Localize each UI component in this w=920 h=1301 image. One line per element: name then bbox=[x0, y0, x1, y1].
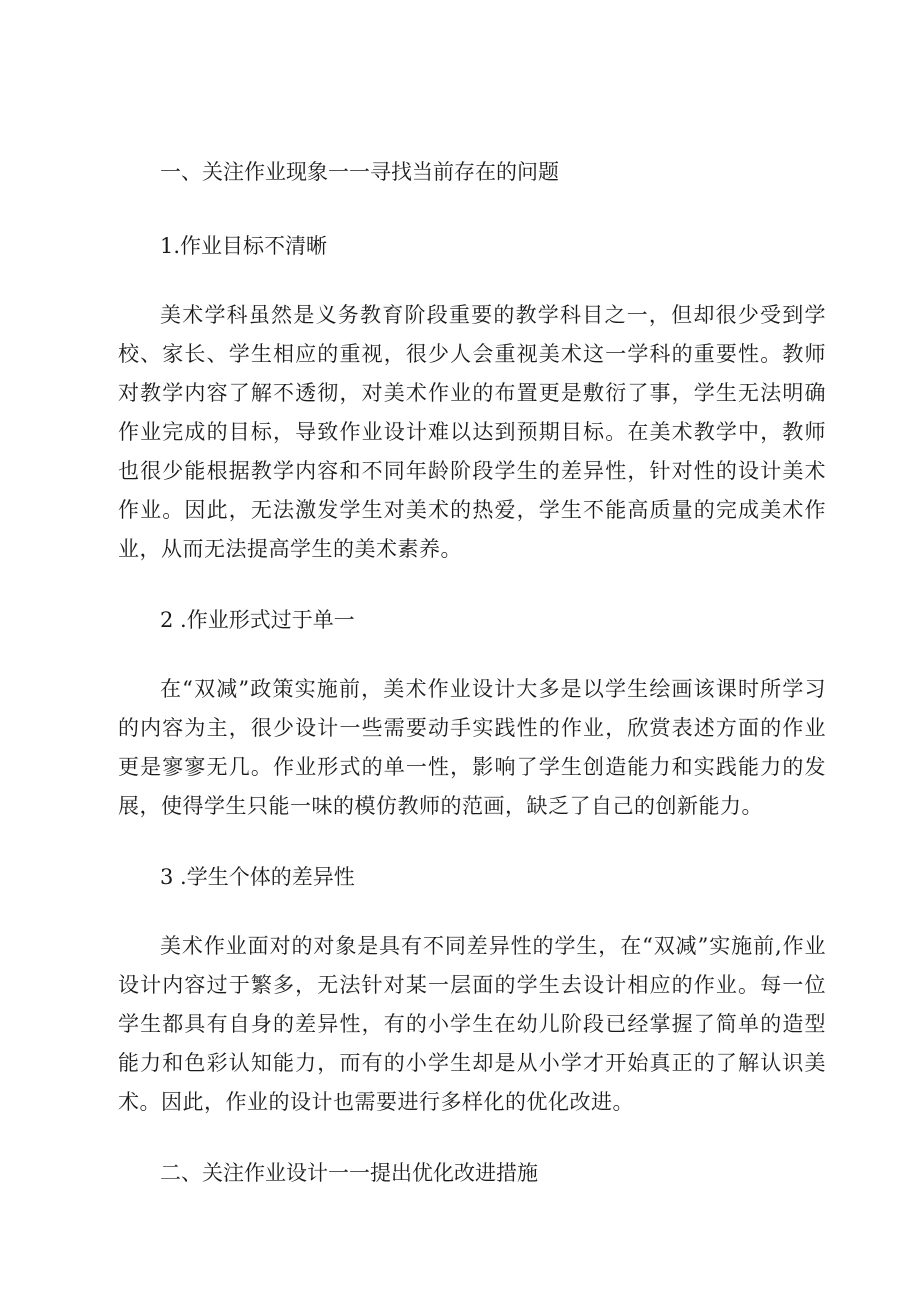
paragraph-3: 美术作业面对的对象是具有不同差异性的学生，在“双减”实施前,作业设计内容过于繁多，无法针对某一层面的学生去设计相应的作业。每一位学生都具有自身的差异性，有的小学生在幼儿阶段已经掌握了简单的造型能力和色彩认知能力，而有的小学生却是从小学才开始真正的了解认识美术。因此，作业的设计也需要进行多样化的优化改进。 bbox=[118, 934, 826, 1114]
subsection-heading-2: 2 .作业形式过于单一 bbox=[160, 608, 355, 632]
subsection-heading-1: 1.作业目标不清晰 bbox=[160, 234, 328, 258]
subsection-heading-3: 3 .学生个体的差异性 bbox=[160, 865, 355, 889]
section-heading-2: 二、关注作业设计一一提出优化改进措施 bbox=[160, 1161, 538, 1185]
paragraph-2: 在“双减”政策实施前，美术作业设计大多是以学生绘画该课时所学习的内容为主，很少设计一些需要动手实践性的作业，欣赏表述方面的作业更是寥寥无几。作业形式的单一性，影响了学生创造能力和实践能力的发展，使得学生只能一味的模仿教师的范画，缺乏了自己的创新能力。 bbox=[118, 677, 826, 818]
paragraph-1: 美术学科虽然是义务教育阶段重要的教学科目之一，但却很少受到学校、家长、学生相应的重视，很少人会重视美术这一学科的重要性。教师对教学内容了解不透彻，对美术作业的布置更是敷衍了事，学生无法明确作业完成的目标，导致作业设计难以达到预期目标。在美术教学中，教师也很少能根据教学内容和不同年龄阶段学生的差异性，针对性的设计美术作业。因此，无法激发学生对美术的热爱，学生不能高质量的完成美术作业，从而无法提高学生的美术素养。 bbox=[118, 303, 826, 561]
document-body bbox=[118, 152, 826, 1193]
section-heading-1: 一、关注作业现象一一寻找当前存在的问题 bbox=[160, 160, 559, 184]
